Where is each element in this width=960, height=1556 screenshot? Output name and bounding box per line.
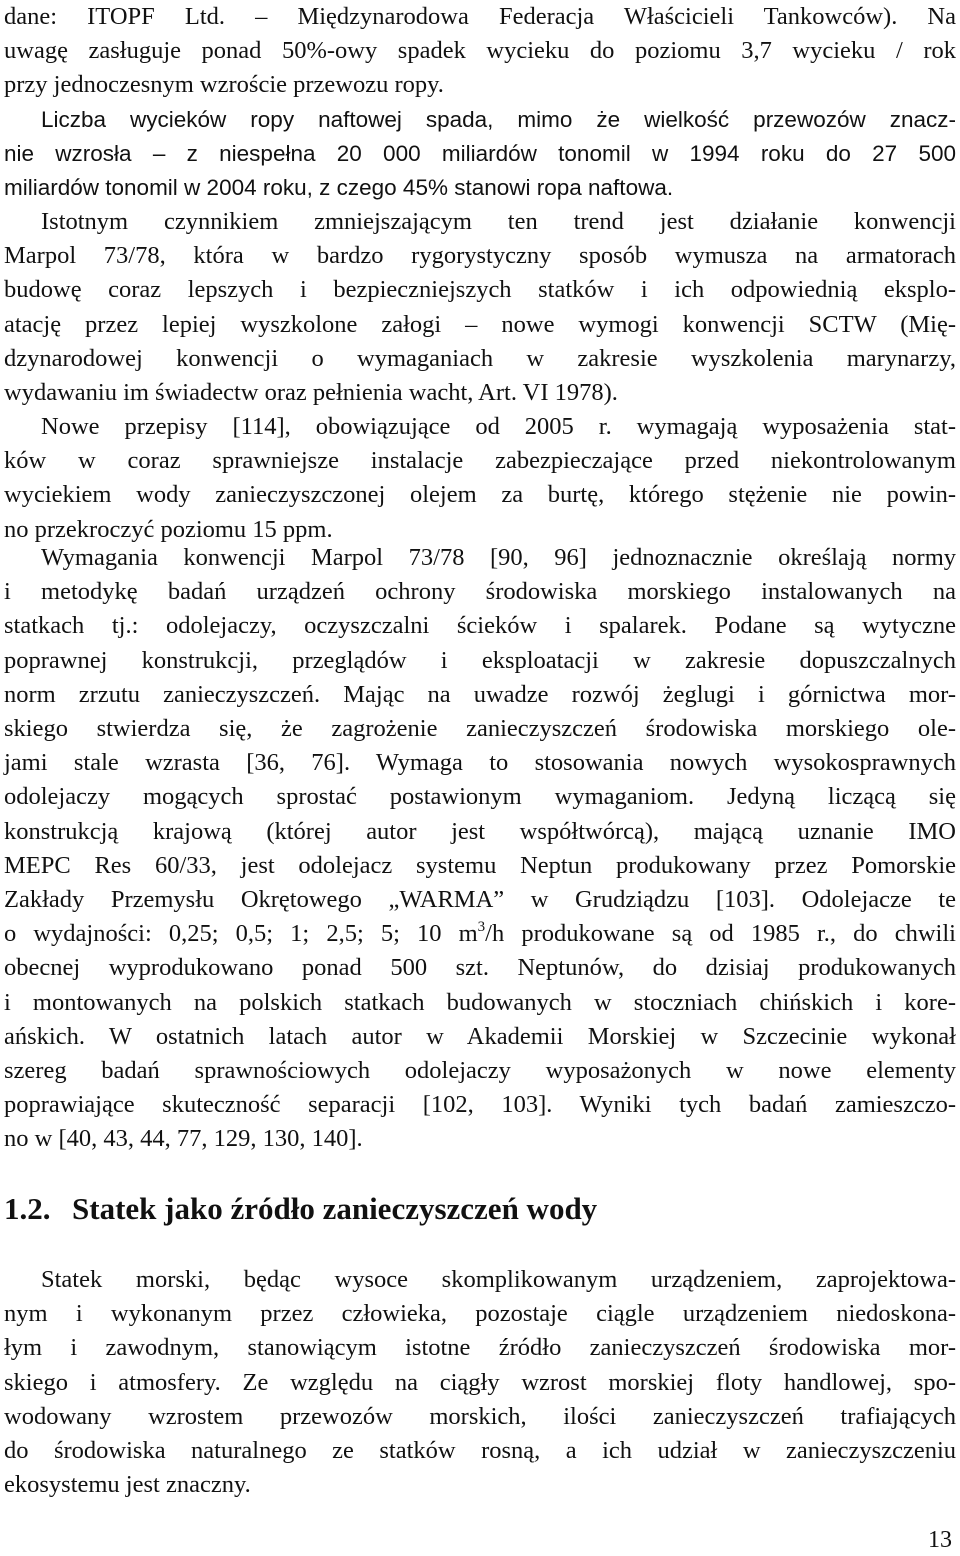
paragraph-spill-count — [4, 103, 956, 206]
text-line: norm zrzutu zanieczyszczeń. Mając na uwadze rozwój żeglugi i górnictwa mor- — [4, 680, 956, 708]
text-line: ańskich. W ostatnich latach autor w Akademii Morskiej w Szczecinie wykonał — [4, 1022, 956, 1050]
text-line: nie wzrosła – z niespełna 20 000 miliardów tonomil w 1994 roku do 27 500 — [4, 141, 956, 167]
text-line: no w [40, 43, 44, 77, 129, 130, 140]. — [4, 1125, 363, 1153]
section-heading — [4, 1191, 597, 1227]
text-line: obecnej wyprodukowano ponad 500 szt. Neptunów, do dzisiaj produkowanych — [4, 954, 956, 982]
section-number: 1.2. — [4, 1191, 51, 1226]
text-line: dane: ITOPF Ltd. – Międzynarodowa Federacja Właścicieli Tankowców). Na — [4, 3, 956, 30]
text-line: jami stale wzrasta [36, 76]. Wymaga to stosowania nowych wysokosprawnych — [4, 749, 956, 777]
text-line: ków w coraz sprawniejsze instalacje zabezpieczające przed niekontrolowanym — [4, 447, 956, 475]
text-line: statkach tj.: odolejaczy, oczyszczalni ścieków i spalarek. Podane są wytyczne — [4, 612, 956, 640]
text-line: przy jednoczesnym wzroście przewozu ropy. — [4, 71, 444, 99]
text-line: ekosystemu jest znaczny. — [4, 1471, 251, 1499]
text-line: Liczba wycieków ropy naftowej spada, mimo że wielkość przewozów znacz- — [41, 107, 956, 132]
superscript: 3 — [477, 919, 486, 936]
section-title: Statek jako źródło zanieczyszczeń wody — [72, 1191, 598, 1226]
text-line: Marpol 73/78, która w bardzo rygorystyczny sposób wymusza na armatorach — [4, 242, 956, 270]
paragraph-itopf — [4, 0, 956, 103]
text-line: poprawnej konstrukcji, przeglądów i eksploatacji w zakresie dopuszczalnych — [4, 646, 956, 674]
text-line: i montowanych na polskich statkach budowanych w stoczniach chińskich i kore- — [4, 988, 956, 1016]
text-line: Istotnym czynnikiem zmniejszającym ten trend jest działanie konwencji — [41, 208, 956, 235]
text-line: Statek morski, będąc wysoce skomplikowanym urządzeniem, zaprojektowa- — [41, 1266, 956, 1293]
text-line: szereg badań sprawnościowych odolejaczy wyposażonych w nowe elementy — [4, 1057, 956, 1085]
text-line: wyciekiem wody zanieczyszczonej olejem za burtę, którego stężenie nie powin- — [4, 481, 956, 509]
paragraph-new-regulations — [4, 410, 956, 547]
text-line: wydawaniu im świadectw oraz pełnienia wacht, Art. VI 1978). — [4, 379, 618, 407]
text-line: poprawiające skuteczność separacji [102, 103]. Wyniki tych badań zamieszczo- — [4, 1091, 956, 1119]
page-number: 13 — [928, 1527, 952, 1553]
text-line: Wymagania konwencji Marpol 73/78 [90, 96] jednoznacznie określają normy — [41, 544, 956, 571]
text-line: i metodykę badań urządzeń ochrony środowiska morskiego instalowanych na — [4, 578, 956, 606]
text-line: nym i wykonanym przez człowieka, pozostaje ciągle urządzeniem niedoskona- — [4, 1300, 956, 1328]
text-line: konstrukcją krajową (której autor jest współtwórcą), mającą uznanie IMO — [4, 817, 956, 845]
text-line: łym i zawodnym, stanowiącym istotne źródło zanieczyszczeń środowiska mor- — [4, 1334, 956, 1362]
text-line: do środowiska naturalnego ze statków rosną, a ich udział w zanieczyszczeniu — [4, 1437, 956, 1465]
paragraph-marpol-factor — [4, 205, 956, 410]
text-line: Zakłady Przemysłu Okrętowego „WARMA” w Grudziądzu [103]. Odolejacze te — [4, 886, 956, 914]
text-fragment: o wydajności: 0,25; 0,5; 1; 2,5; 5; 10 m — [4, 920, 478, 948]
text-line: wodowany wzrostem przewozów morskich, ilości zanieczyszczeń trafiających — [4, 1402, 956, 1430]
text-line: uwagę zasługuje ponad 50%-owy spadek wycieku do poziomu 3,7 wycieku / rok — [4, 37, 956, 65]
paragraph-ship-source — [4, 1263, 956, 1502]
text-line: MEPC Res 60/33, jest odolejacz systemu Neptun produkowany przez Pomorskie — [4, 851, 956, 879]
text-line: skiego stwierdza się, że zagrożenie zanieczyszczeń środowiska morskiego ole- — [4, 715, 956, 743]
text-line: miliardów tonomil w 2004 roku, z czego 45% stanowi ropa naftowa. — [4, 175, 674, 201]
text-line: atację przez lepiej wyszkolone załogi – nowe wymogi konwencji SCTW (Mię- — [4, 310, 956, 338]
text-fragment: /h produkowane są od 1985 r., do chwili — [485, 920, 956, 948]
text-line: Nowe przepisy [114], obowiązujące od 2005 r. wymagają wyposażenia stat- — [41, 413, 956, 440]
text-line: budowę coraz lepszych i bezpieczniejszych statków i ich odpowiednią eksplo- — [4, 276, 956, 304]
paragraph-marpol-requirements — [4, 541, 956, 1157]
text-line: dzynarodowej konwencji o wymaganiach w zakresie wyszkolenia marynarzy, — [4, 344, 956, 372]
text-line: no przekroczyć poziomu 15 ppm. — [4, 515, 333, 543]
text-line-with-unit — [4, 917, 956, 951]
text-line: odolejaczy mogących sprostać postawionym wymaganiom. Jedyną liczącą się — [4, 783, 956, 811]
text-line: skiego i atmosfery. Ze względu na ciągły wzrost morskiej floty handlowej, spo- — [4, 1368, 956, 1396]
